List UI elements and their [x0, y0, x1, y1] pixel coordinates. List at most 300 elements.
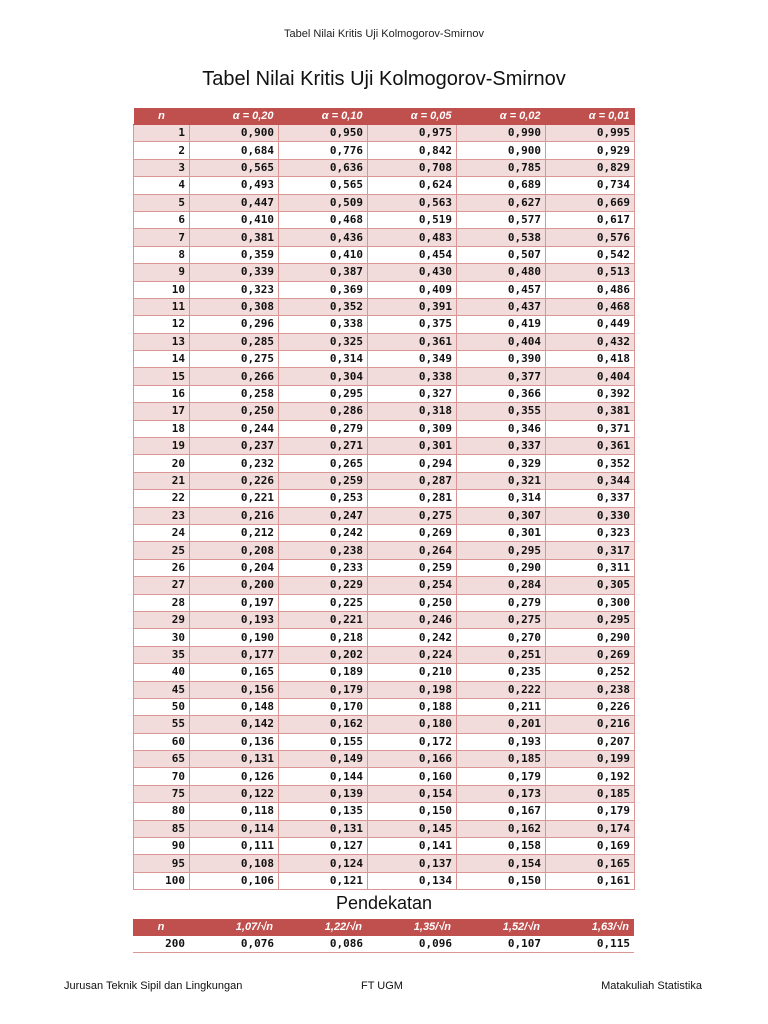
cell-critical-value: 0,254: [368, 577, 457, 594]
cell-critical-value: 0,221: [279, 611, 368, 628]
table-row: [134, 768, 635, 785]
cell-critical-value: 0,352: [546, 455, 635, 472]
cell-critical-value: 0,114: [190, 820, 279, 837]
cell-critical-value: 0,286: [279, 403, 368, 420]
cell-critical-value: 0,563: [368, 194, 457, 211]
cell-critical-value: 0,338: [279, 316, 368, 333]
cell-critical-value: 0,238: [546, 681, 635, 698]
cell-critical-value: 0,387: [279, 264, 368, 281]
cell-n: 45: [134, 681, 190, 698]
cell-critical-value: 0,468: [546, 298, 635, 315]
cell-critical-value: 0,165: [546, 855, 635, 872]
cell-critical-value: 0,330: [546, 507, 635, 524]
cell-critical-value: 0,137: [368, 855, 457, 872]
cell-critical-value: 0,308: [190, 298, 279, 315]
cell-critical-value: 0,218: [279, 629, 368, 646]
cell-critical-value: 0,776: [279, 142, 368, 159]
cell-critical-value: 0,115: [545, 936, 634, 953]
table-row: [134, 820, 635, 837]
cell-critical-value: 0,392: [546, 385, 635, 402]
cell-critical-value: 0,281: [368, 490, 457, 507]
cell-critical-value: 0,170: [279, 698, 368, 715]
cell-critical-value: 0,179: [546, 803, 635, 820]
cell-critical-value: 0,162: [457, 820, 546, 837]
cell-critical-value: 0,377: [457, 368, 546, 385]
cell-critical-value: 0,161: [546, 872, 635, 889]
cell-critical-value: 0,185: [457, 751, 546, 768]
cell-critical-value: 0,150: [457, 872, 546, 889]
cell-critical-value: 0,617: [546, 211, 635, 228]
table-row: [134, 629, 635, 646]
cell-critical-value: 0,126: [190, 768, 279, 785]
cell-critical-value: 0,155: [279, 733, 368, 750]
cell-critical-value: 0,226: [190, 472, 279, 489]
cell-critical-value: 0,193: [457, 733, 546, 750]
cell-n: 5: [134, 194, 190, 211]
cell-critical-value: 0,311: [546, 559, 635, 576]
cell-critical-value: 0,145: [368, 820, 457, 837]
cell-critical-value: 0,216: [190, 507, 279, 524]
cell-n: 11: [134, 298, 190, 315]
table-row: [134, 716, 635, 733]
cell-critical-value: 0,636: [279, 159, 368, 176]
table-row: [134, 194, 635, 211]
cell-critical-value: 0,447: [190, 194, 279, 211]
cell-critical-value: 0,391: [368, 298, 457, 315]
page-title: Tabel Nilai Kritis Uji Kolmogorov-Smirnov: [202, 68, 566, 90]
cell-n: 7: [134, 229, 190, 246]
cell-n: 65: [134, 751, 190, 768]
cell-critical-value: 0,409: [368, 281, 457, 298]
cell-critical-value: 0,264: [368, 542, 457, 559]
cell-n: 17: [134, 403, 190, 420]
cell-critical-value: 0,493: [190, 177, 279, 194]
table-row: [134, 420, 635, 437]
cell-critical-value: 0,323: [546, 524, 635, 541]
table-row: [134, 803, 635, 820]
column-header-alpha: 1,22/√n: [278, 919, 367, 936]
cell-critical-value: 0,449: [546, 316, 635, 333]
cell-critical-value: 0,294: [368, 455, 457, 472]
cell-critical-value: 0,202: [279, 646, 368, 663]
cell-n: 9: [134, 264, 190, 281]
cell-critical-value: 0,210: [368, 664, 457, 681]
cell-critical-value: 0,327: [368, 385, 457, 402]
table-row: [134, 751, 635, 768]
approximation-title: Pendekatan: [335, 893, 433, 913]
cell-critical-value: 0,229: [279, 577, 368, 594]
cell-critical-value: 0,486: [546, 281, 635, 298]
cell-critical-value: 0,317: [546, 542, 635, 559]
cell-critical-value: 0,371: [546, 420, 635, 437]
cell-critical-value: 0,344: [546, 472, 635, 489]
cell-critical-value: 0,127: [279, 838, 368, 855]
cell-critical-value: 0,627: [457, 194, 546, 211]
cell-critical-value: 0,457: [457, 281, 546, 298]
cell-critical-value: 0,221: [190, 490, 279, 507]
cell-critical-value: 0,785: [457, 159, 546, 176]
cell-critical-value: 0,158: [457, 838, 546, 855]
table-row: [134, 177, 635, 194]
cell-critical-value: 0,096: [367, 936, 456, 953]
cell-critical-value: 0,180: [368, 716, 457, 733]
cell-critical-value: 0,235: [457, 664, 546, 681]
cell-critical-value: 0,346: [457, 420, 546, 437]
cell-critical-value: 0,577: [457, 211, 546, 228]
cell-n: 2: [134, 142, 190, 159]
cell-critical-value: 0,381: [190, 229, 279, 246]
cell-critical-value: 0,337: [457, 438, 546, 455]
table-row: [134, 159, 635, 176]
cell-critical-value: 0,154: [368, 785, 457, 802]
cell-n: 50: [134, 698, 190, 715]
cell-critical-value: 0,136: [190, 733, 279, 750]
cell-n: 29: [134, 611, 190, 628]
cell-critical-value: 0,410: [279, 246, 368, 263]
cell-critical-value: 0,290: [457, 559, 546, 576]
cell-n: 18: [134, 420, 190, 437]
cell-critical-value: 0,076: [189, 936, 278, 953]
cell-critical-value: 0,290: [546, 629, 635, 646]
cell-critical-value: 0,211: [457, 698, 546, 715]
cell-critical-value: 0,200: [190, 577, 279, 594]
cell-critical-value: 0,233: [279, 559, 368, 576]
column-header-n: n: [133, 919, 189, 936]
cell-critical-value: 0,190: [190, 629, 279, 646]
cell-critical-value: 0,169: [546, 838, 635, 855]
cell-critical-value: 0,204: [190, 559, 279, 576]
cell-critical-value: 0,318: [368, 403, 457, 420]
cell-critical-value: 0,192: [546, 768, 635, 785]
approximation-header-row: [133, 919, 634, 936]
cell-critical-value: 0,160: [368, 768, 457, 785]
cell-critical-value: 0,323: [190, 281, 279, 298]
cell-critical-value: 0,361: [546, 438, 635, 455]
cell-critical-value: 0,232: [190, 455, 279, 472]
cell-critical-value: 0,829: [546, 159, 635, 176]
cell-n: 14: [134, 351, 190, 368]
cell-n: 25: [134, 542, 190, 559]
cell-critical-value: 0,199: [546, 751, 635, 768]
cell-critical-value: 0,285: [190, 333, 279, 350]
cell-critical-value: 0,542: [546, 246, 635, 263]
cell-critical-value: 0,275: [457, 611, 546, 628]
cell-critical-value: 0,134: [368, 872, 457, 889]
cell-critical-value: 0,304: [279, 368, 368, 385]
cell-critical-value: 0,135: [279, 803, 368, 820]
cell-critical-value: 0,295: [546, 611, 635, 628]
cell-critical-value: 0,519: [368, 211, 457, 228]
cell-critical-value: 0,355: [457, 403, 546, 420]
cell-critical-value: 0,242: [279, 524, 368, 541]
cell-critical-value: 0,266: [190, 368, 279, 385]
cell-critical-value: 0,390: [457, 351, 546, 368]
cell-n: 70: [134, 768, 190, 785]
cell-critical-value: 0,669: [546, 194, 635, 211]
cell-critical-value: 0,193: [190, 611, 279, 628]
cell-critical-value: 0,301: [368, 438, 457, 455]
cell-critical-value: 0,307: [457, 507, 546, 524]
cell-critical-value: 0,321: [457, 472, 546, 489]
footer-faculty: FT UGM: [361, 980, 403, 992]
cell-critical-value: 0,173: [457, 785, 546, 802]
cell-critical-value: 0,314: [457, 490, 546, 507]
table-row: [134, 125, 635, 142]
cell-critical-value: 0,179: [279, 681, 368, 698]
cell-n: 85: [134, 820, 190, 837]
table-row: [134, 507, 635, 524]
cell-critical-value: 0,975: [368, 125, 457, 142]
column-header-alpha: 1,35/√n: [367, 919, 456, 936]
cell-critical-value: 0,188: [368, 698, 457, 715]
table-row: [134, 681, 635, 698]
cell-critical-value: 0,141: [368, 838, 457, 855]
cell-critical-value: 0,246: [368, 611, 457, 628]
table-row: [134, 785, 635, 802]
table-row: [133, 936, 634, 953]
footer-course: Matakuliah Statistika: [601, 980, 702, 992]
cell-critical-value: 0,284: [457, 577, 546, 594]
table-row: [134, 646, 635, 663]
cell-critical-value: 0,305: [546, 577, 635, 594]
table-row: [134, 594, 635, 611]
cell-critical-value: 0,419: [457, 316, 546, 333]
table-body: [134, 125, 635, 890]
cell-critical-value: 0,166: [368, 751, 457, 768]
table-row: [134, 524, 635, 541]
cell-n: 27: [134, 577, 190, 594]
column-header-alpha: 1,63/√n: [545, 919, 634, 936]
cell-critical-value: 0,265: [279, 455, 368, 472]
approximation-body: [133, 936, 634, 953]
cell-critical-value: 0,149: [279, 751, 368, 768]
cell-critical-value: 0,162: [279, 716, 368, 733]
cell-critical-value: 0,198: [368, 681, 457, 698]
column-header-alpha: α = 0,02: [457, 108, 546, 125]
cell-critical-value: 0,165: [190, 664, 279, 681]
cell-critical-value: 0,432: [546, 333, 635, 350]
cell-critical-value: 0,238: [279, 542, 368, 559]
column-header-alpha: α = 0,01: [546, 108, 635, 125]
cell-critical-value: 0,576: [546, 229, 635, 246]
cell-critical-value: 0,509: [279, 194, 368, 211]
cell-critical-value: 0,269: [368, 524, 457, 541]
cell-critical-value: 0,929: [546, 142, 635, 159]
cell-critical-value: 0,483: [368, 229, 457, 246]
table-row: [134, 229, 635, 246]
table-row: [134, 542, 635, 559]
cell-critical-value: 0,624: [368, 177, 457, 194]
table-row: [134, 559, 635, 576]
cell-critical-value: 0,689: [457, 177, 546, 194]
cell-critical-value: 0,121: [279, 872, 368, 889]
cell-critical-value: 0,250: [190, 403, 279, 420]
cell-critical-value: 0,381: [546, 403, 635, 420]
cell-critical-value: 0,156: [190, 681, 279, 698]
table-row: [134, 281, 635, 298]
running-header: Tabel Nilai Kritis Uji Kolmogorov-Smirnov: [284, 28, 484, 40]
cell-critical-value: 0,139: [279, 785, 368, 802]
column-header-alpha: 1,07/√n: [189, 919, 278, 936]
cell-critical-value: 0,538: [457, 229, 546, 246]
cell-n: 24: [134, 524, 190, 541]
cell-critical-value: 0,430: [368, 264, 457, 281]
cell-n: 90: [134, 838, 190, 855]
cell-critical-value: 0,269: [546, 646, 635, 663]
cell-n: 75: [134, 785, 190, 802]
cell-critical-value: 0,995: [546, 125, 635, 142]
cell-critical-value: 0,258: [190, 385, 279, 402]
table-row: [134, 577, 635, 594]
cell-n: 30: [134, 629, 190, 646]
cell-critical-value: 0,222: [457, 681, 546, 698]
cell-critical-value: 0,325: [279, 333, 368, 350]
table-row: [134, 385, 635, 402]
cell-critical-value: 0,142: [190, 716, 279, 733]
cell-critical-value: 0,201: [457, 716, 546, 733]
cell-critical-value: 0,375: [368, 316, 457, 333]
table-row: [134, 438, 635, 455]
column-header-n: n: [134, 108, 190, 125]
cell-critical-value: 0,150: [368, 803, 457, 820]
cell-critical-value: 0,349: [368, 351, 457, 368]
cell-critical-value: 0,842: [368, 142, 457, 159]
cell-critical-value: 0,226: [546, 698, 635, 715]
cell-critical-value: 0,108: [190, 855, 279, 872]
approximation-table: [133, 919, 634, 953]
cell-critical-value: 0,329: [457, 455, 546, 472]
cell-critical-value: 0,270: [457, 629, 546, 646]
cell-critical-value: 0,244: [190, 420, 279, 437]
cell-critical-value: 0,124: [279, 855, 368, 872]
cell-critical-value: 0,565: [190, 159, 279, 176]
cell-n: 20: [134, 455, 190, 472]
cell-n: 19: [134, 438, 190, 455]
cell-n: 40: [134, 664, 190, 681]
cell-critical-value: 0,309: [368, 420, 457, 437]
cell-critical-value: 0,122: [190, 785, 279, 802]
cell-critical-value: 0,369: [279, 281, 368, 298]
table-row: [134, 664, 635, 681]
cell-critical-value: 0,436: [279, 229, 368, 246]
table-row: [134, 264, 635, 281]
cell-critical-value: 0,275: [368, 507, 457, 524]
cell-critical-value: 0,454: [368, 246, 457, 263]
cell-n: 8: [134, 246, 190, 263]
cell-critical-value: 0,131: [279, 820, 368, 837]
table-row: [134, 211, 635, 228]
cell-critical-value: 0,468: [279, 211, 368, 228]
cell-critical-value: 0,361: [368, 333, 457, 350]
table-row: [134, 351, 635, 368]
cell-critical-value: 0,271: [279, 438, 368, 455]
cell-n: 3: [134, 159, 190, 176]
cell-critical-value: 0,339: [190, 264, 279, 281]
cell-n: 95: [134, 855, 190, 872]
cell-critical-value: 0,900: [457, 142, 546, 159]
table-row: [134, 316, 635, 333]
table-row: [134, 838, 635, 855]
cell-critical-value: 0,410: [190, 211, 279, 228]
table-row: [134, 403, 635, 420]
cell-critical-value: 0,565: [279, 177, 368, 194]
cell-critical-value: 0,144: [279, 768, 368, 785]
cell-critical-value: 0,366: [457, 385, 546, 402]
cell-critical-value: 0,513: [546, 264, 635, 281]
cell-critical-value: 0,295: [457, 542, 546, 559]
cell-critical-value: 0,207: [546, 733, 635, 750]
cell-critical-value: 0,404: [546, 368, 635, 385]
cell-critical-value: 0,507: [457, 246, 546, 263]
cell-critical-value: 0,177: [190, 646, 279, 663]
cell-n: 21: [134, 472, 190, 489]
cell-critical-value: 0,242: [368, 629, 457, 646]
cell-critical-value: 0,418: [546, 351, 635, 368]
table-row: [134, 246, 635, 263]
cell-critical-value: 0,111: [190, 838, 279, 855]
cell-critical-value: 0,259: [368, 559, 457, 576]
cell-critical-value: 0,197: [190, 594, 279, 611]
cell-critical-value: 0,212: [190, 524, 279, 541]
cell-critical-value: 0,359: [190, 246, 279, 263]
cell-critical-value: 0,174: [546, 820, 635, 837]
cell-critical-value: 0,154: [457, 855, 546, 872]
cell-critical-value: 0,295: [279, 385, 368, 402]
column-header-alpha: α = 0,10: [279, 108, 368, 125]
cell-critical-value: 0,480: [457, 264, 546, 281]
table-row: [134, 455, 635, 472]
table-row: [134, 298, 635, 315]
cell-critical-value: 0,237: [190, 438, 279, 455]
cell-critical-value: 0,185: [546, 785, 635, 802]
cell-n: 55: [134, 716, 190, 733]
cell-critical-value: 0,225: [279, 594, 368, 611]
cell-critical-value: 0,437: [457, 298, 546, 315]
cell-critical-value: 0,275: [190, 351, 279, 368]
cell-critical-value: 0,684: [190, 142, 279, 159]
column-header-alpha: α = 0,20: [190, 108, 279, 125]
cell-critical-value: 0,734: [546, 177, 635, 194]
table-row: [134, 333, 635, 350]
cell-critical-value: 0,950: [279, 125, 368, 142]
cell-n: 28: [134, 594, 190, 611]
table-row: [134, 142, 635, 159]
cell-n: 100: [134, 872, 190, 889]
cell-critical-value: 0,118: [190, 803, 279, 820]
critical-values-table: [133, 108, 635, 890]
cell-critical-value: 0,086: [278, 936, 367, 953]
cell-critical-value: 0,279: [457, 594, 546, 611]
cell-n: 200: [133, 936, 189, 953]
cell-critical-value: 0,708: [368, 159, 457, 176]
cell-critical-value: 0,338: [368, 368, 457, 385]
cell-n: 6: [134, 211, 190, 228]
cell-n: 60: [134, 733, 190, 750]
cell-critical-value: 0,404: [457, 333, 546, 350]
cell-critical-value: 0,300: [546, 594, 635, 611]
cell-critical-value: 0,314: [279, 351, 368, 368]
cell-critical-value: 0,106: [190, 872, 279, 889]
cell-n: 35: [134, 646, 190, 663]
table-row: [134, 368, 635, 385]
cell-critical-value: 0,900: [190, 125, 279, 142]
cell-critical-value: 0,148: [190, 698, 279, 715]
cell-n: 12: [134, 316, 190, 333]
cell-critical-value: 0,250: [368, 594, 457, 611]
table-row: [134, 611, 635, 628]
cell-critical-value: 0,252: [546, 664, 635, 681]
cell-critical-value: 0,247: [279, 507, 368, 524]
